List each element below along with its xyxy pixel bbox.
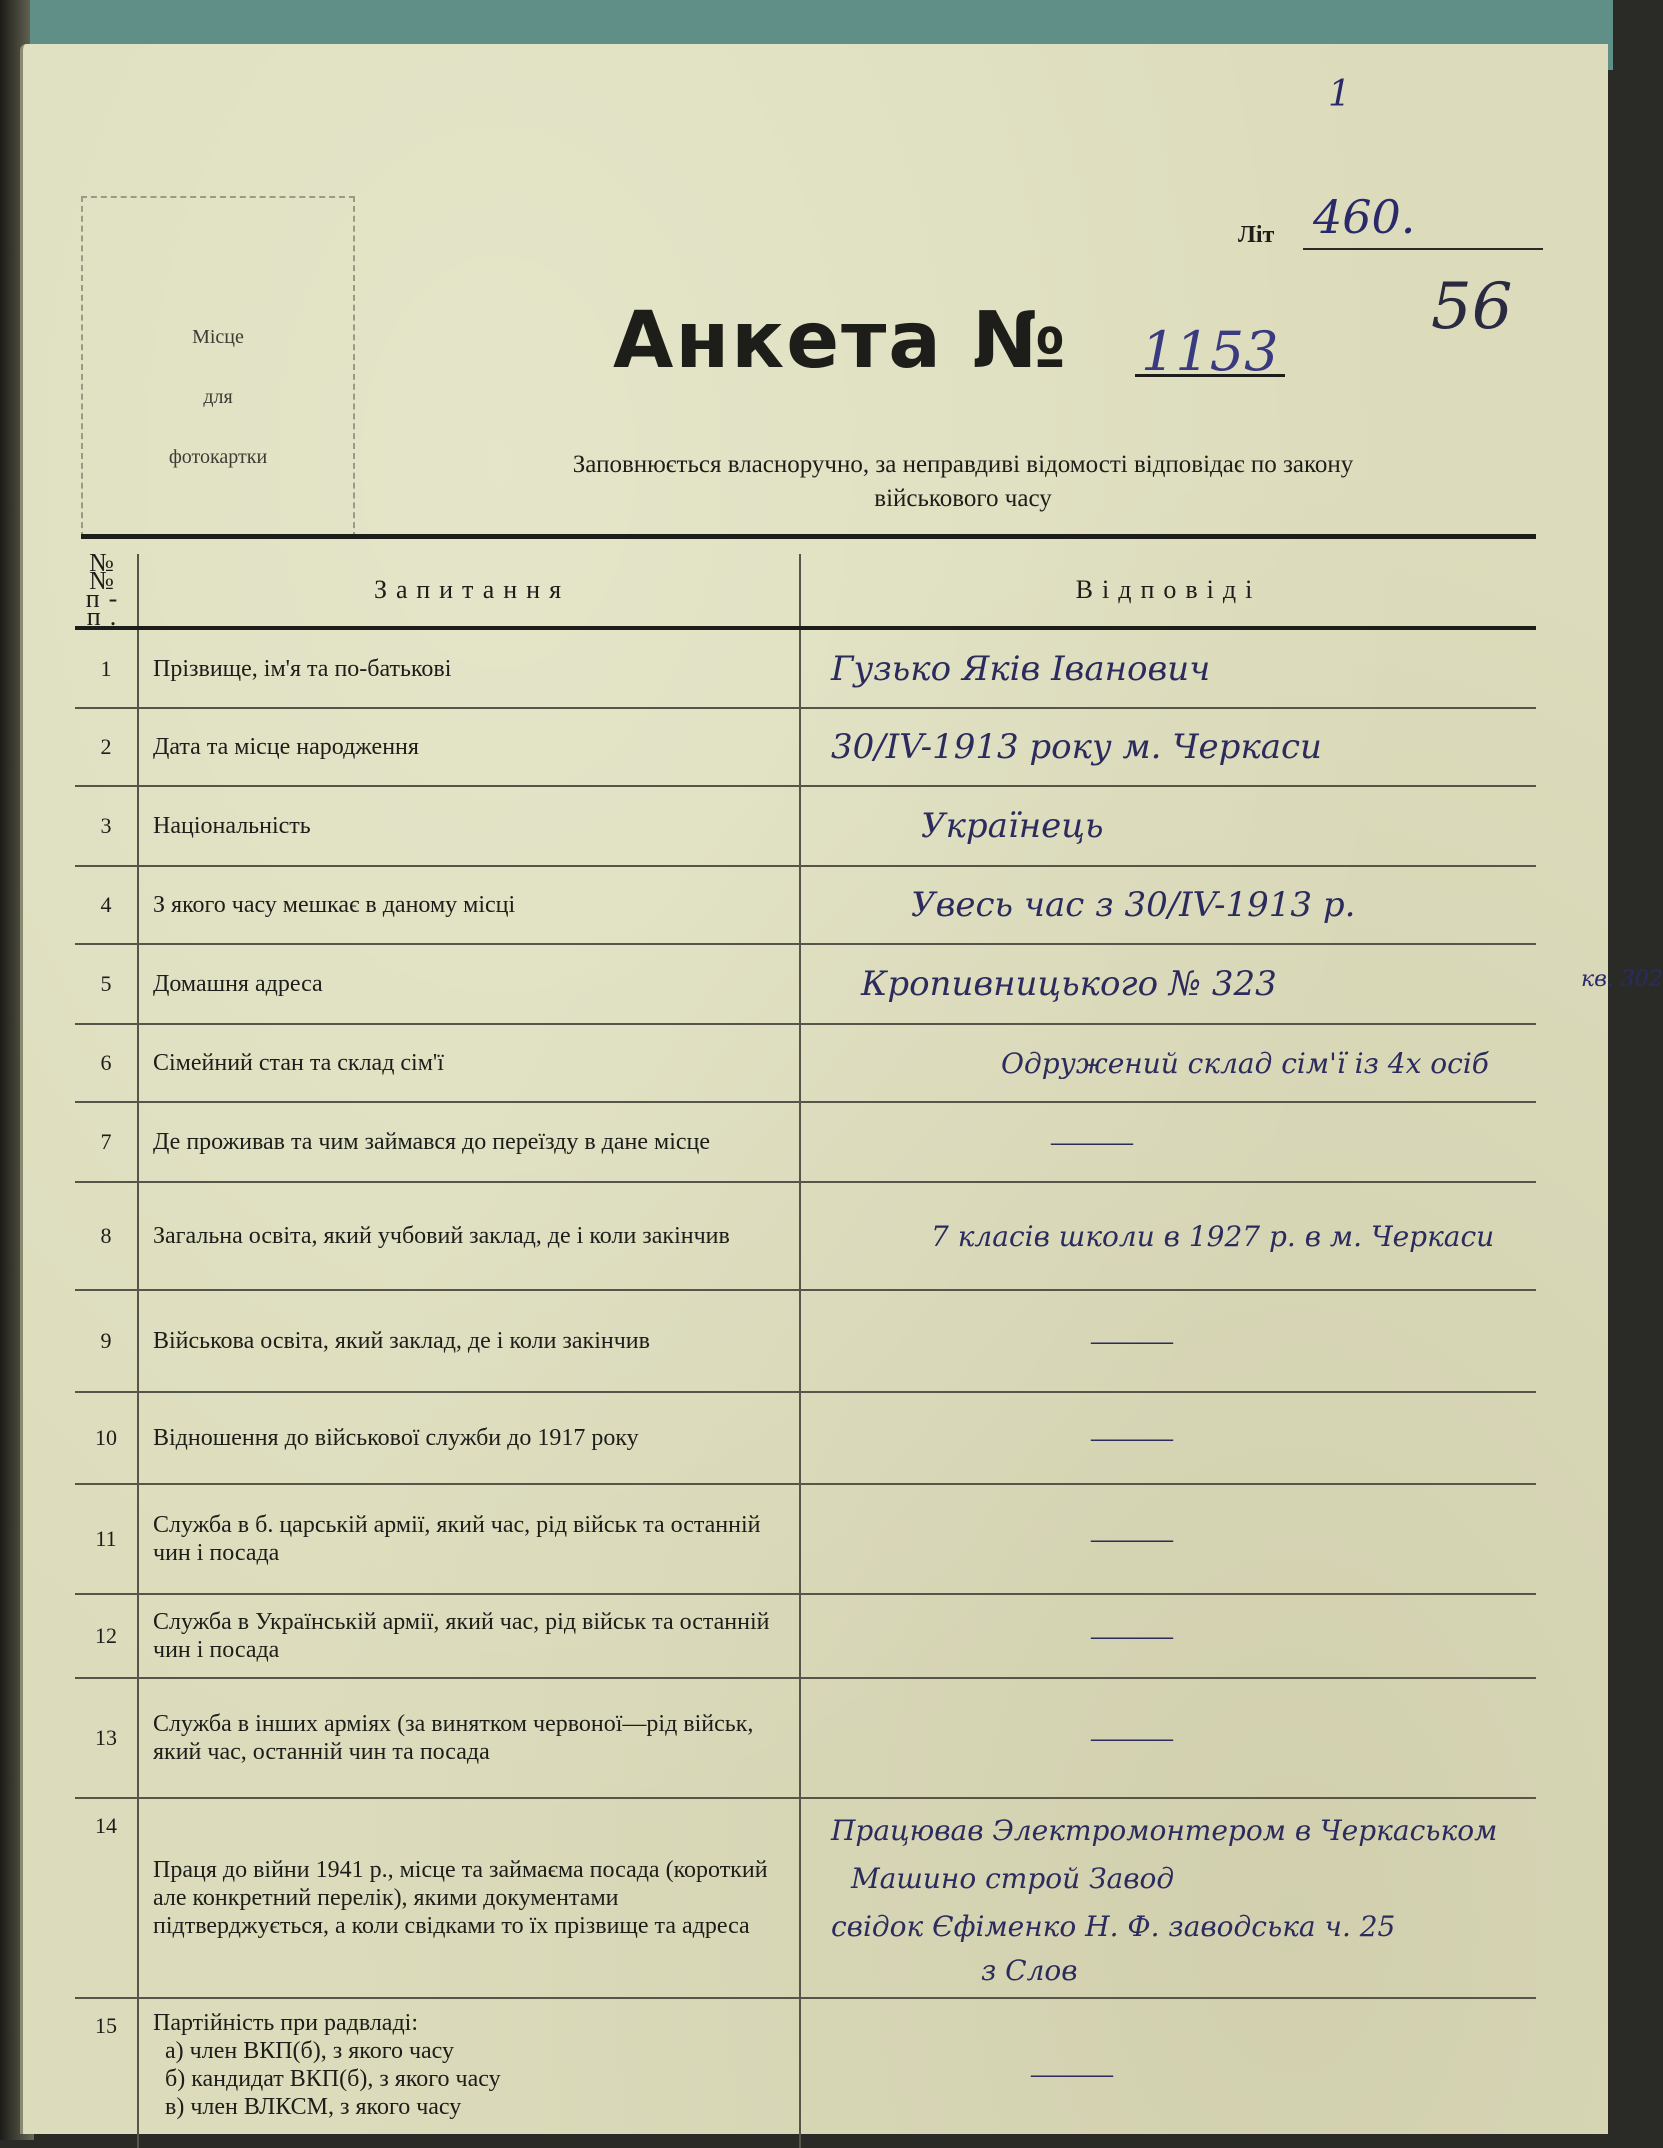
row-number: 15: [75, 1998, 138, 2148]
subtitle-line-1: Заповнюється власноручно, за неправдиві відомості відповідає по закону: [572, 451, 1354, 478]
row-number: 4: [75, 866, 138, 944]
row-number: 11: [75, 1484, 138, 1594]
question-line: в) член ВЛКСМ, з якого часу: [165, 2094, 462, 2120]
answer-apartment: кв. 302: [1581, 967, 1663, 992]
answer-line: з Слов: [981, 1954, 1078, 1987]
row-number: 12: [75, 1594, 138, 1678]
answer-dash: ———: [1091, 1324, 1169, 1357]
table-row: [75, 1678, 1536, 1798]
question-text: Де проживав та чим займався до переїзду в дане місце: [138, 1102, 800, 1182]
header-rule: [81, 534, 1536, 539]
question-text: Служба в Українській армії, який час, рід військ та останній чин і посада: [138, 1594, 800, 1678]
question-text: Служба в інших арміях (за винятком червоної—рід військ, який час, останній чин та посада: [138, 1678, 800, 1798]
corner-mark: 1: [1328, 74, 1351, 115]
answer-line: Машино строй Завод: [851, 1862, 1175, 1895]
row-number: 10: [75, 1392, 138, 1484]
col-answer-header: Відповіді: [800, 554, 1536, 628]
answer-text: 30/IV-1913 року м. Черкаси: [831, 727, 1322, 767]
question-text: З якого часу мешкає в даному місці: [138, 866, 800, 944]
table-header-row: [75, 554, 1536, 628]
question-text: [138, 1998, 800, 2148]
row-number: 9: [75, 1290, 138, 1392]
form-number: 1153: [1141, 320, 1279, 383]
photo-label-line2: для: [203, 386, 233, 408]
answer-dash: ———: [1091, 1721, 1169, 1754]
answer-dash: ———: [1091, 1522, 1169, 1555]
question-text: Сімейний стан та склад сім'ї: [138, 1024, 800, 1102]
question-text: Національність: [138, 786, 800, 866]
question-line: б) кандидат ВКП(б), з якого часу: [165, 2066, 501, 2092]
answer-line: свідок Єфіменко Н. Ф. заводська ч. 25: [831, 1910, 1396, 1943]
row-number: 7: [75, 1102, 138, 1182]
answer-dash: ———: [1091, 1421, 1169, 1454]
photo-label-line3: фотокартки: [168, 446, 268, 468]
table-row: [75, 708, 1536, 786]
row-number: 8: [75, 1182, 138, 1290]
col-num-header: №№ п-п.: [75, 554, 138, 628]
question-text: Праця до війни 1941 р., місце та займаєма посада (короткий але конкретний перелік), якими документами підтверджується, а коли свідками то їх прізвище та адреса: [138, 1798, 800, 1998]
table-row: [75, 1102, 1536, 1182]
table-row: [75, 1182, 1536, 1290]
photo-placeholder: [81, 196, 355, 538]
question-text: Служба в б. царській армії, який час, рід військ та останній чин і посада: [138, 1484, 800, 1594]
table-row: [75, 1484, 1536, 1594]
question-text: Загальна освіта, який учбовий заклад, де і коли закінчив: [138, 1182, 800, 1290]
answer-text: Одружений склад сім'ї із 4х осіб: [1001, 1046, 1489, 1080]
form-subtitle: [383, 448, 1543, 516]
answer-text: 7 класів школи в 1927 р. в м. Черкаси: [931, 1219, 1495, 1253]
form-number-underline: [1135, 374, 1285, 377]
sheet-number: 56: [1431, 270, 1513, 344]
question-line: Партійність при радвладі:: [153, 2010, 419, 2036]
question-text: Відношення до військової служби до 1917 року: [138, 1392, 800, 1484]
answer-dash: ———: [1031, 2056, 1109, 2090]
table-row: [75, 866, 1536, 944]
answer-text: Увесь час з 30/IV-1913 р.: [911, 885, 1356, 925]
table-row: [75, 1392, 1536, 1484]
subtitle-line-2: військового часу: [874, 485, 1052, 512]
table-row: [75, 1998, 1536, 2148]
question-line: а) член ВКП(б), з якого часу: [165, 2038, 454, 2064]
row-number: 6: [75, 1024, 138, 1102]
lit-underline: [1303, 248, 1543, 250]
row-number: 3: [75, 786, 138, 866]
row-number: 5: [75, 944, 138, 1024]
answer-line: Працював Электромонтером в Черкаськом: [831, 1814, 1498, 1847]
table-row: [75, 1798, 1536, 1998]
table-row: [75, 1024, 1536, 1102]
answer-text: Українець: [921, 806, 1104, 846]
questionnaire-table: [75, 548, 1663, 2148]
table-row: [75, 628, 1536, 708]
lit-label: Літ: [1238, 222, 1275, 248]
row-number: 14: [75, 1798, 138, 1998]
table-row: [75, 786, 1536, 866]
row-number: 1: [75, 628, 138, 708]
form-title: Анкета №: [613, 296, 1068, 386]
question-text: Домашня адреса: [138, 944, 800, 1024]
table-row: [75, 1594, 1536, 1678]
row-number: 13: [75, 1678, 138, 1798]
form-page: [20, 44, 1663, 2134]
question-text: Військова освіта, який заклад, де і коли закінчив: [138, 1290, 800, 1392]
answer-dash: ———: [1091, 1619, 1169, 1652]
col-question-header: Запитання: [138, 554, 800, 628]
row-number: 2: [75, 708, 138, 786]
answer-dash: ———: [1051, 1125, 1129, 1158]
lit-value: 460.: [1313, 190, 1416, 244]
answer-text: Гузько Яків Іванович: [831, 648, 1211, 689]
question-text: Прізвище, ім'я та по-батькові: [138, 628, 800, 708]
answer-text: Кропивницького № 323: [861, 964, 1277, 1004]
photo-label-line1: Місце: [192, 326, 244, 348]
table-row: [75, 944, 1536, 1024]
question-text: Дата та місце народження: [138, 708, 800, 786]
table-row: [75, 1290, 1536, 1392]
